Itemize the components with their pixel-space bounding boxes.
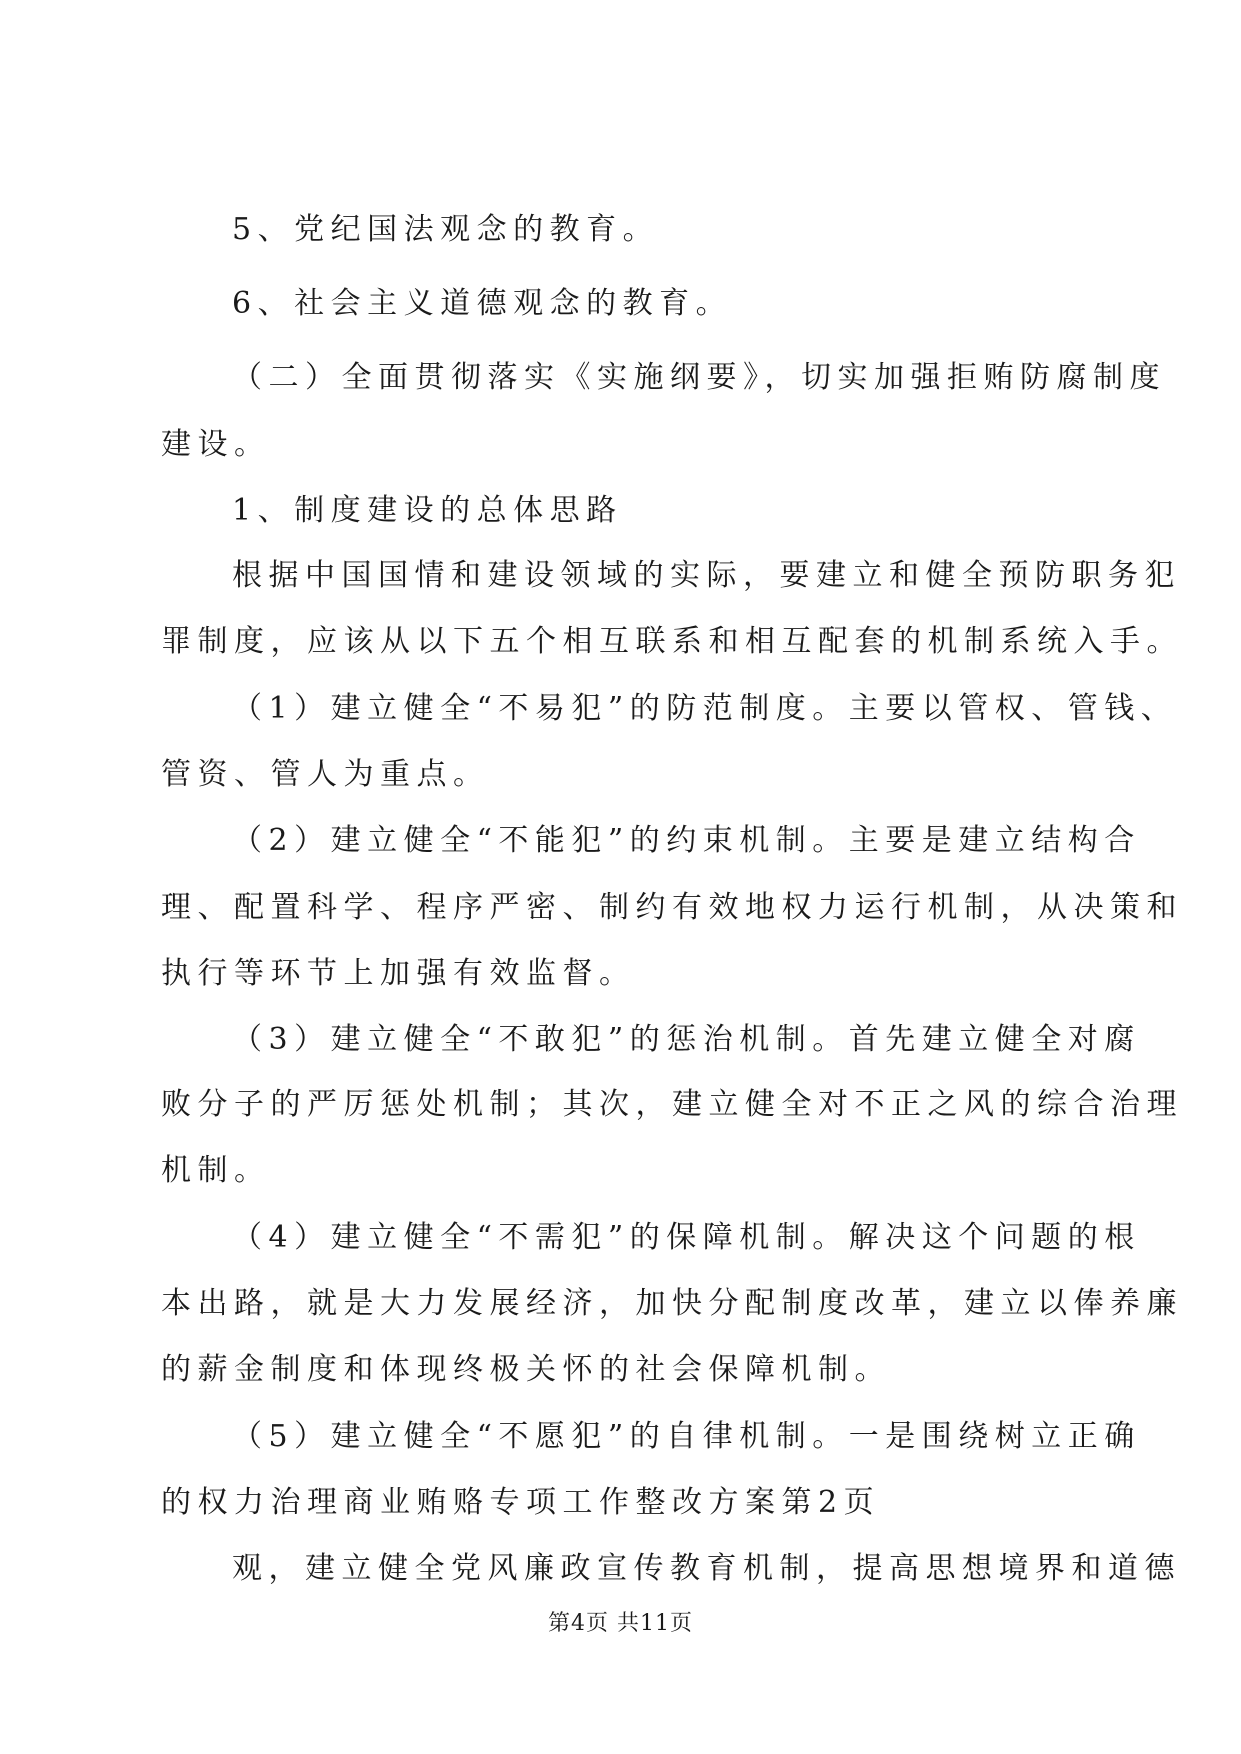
- text-line: 理、配置科学、程序严密、制约有效地权力运行机制，从决策和: [161, 890, 1183, 925]
- subsection-heading: 1、制度建设的总体思路: [232, 493, 623, 528]
- text-line: 执行等环节上加强有效监督。: [161, 956, 636, 991]
- text-line: （4）建立健全“不需犯”的保障机制。解决这个问题的根: [232, 1220, 1141, 1255]
- text-line: 的薪金制度和体现终极关怀的社会保障机制。: [161, 1352, 891, 1387]
- text-line: 败分子的严厉惩处机制；其次，建立健全对不正之风的综合治理: [161, 1087, 1183, 1122]
- text-line: 6、社会主义道德观念的教育。: [232, 286, 733, 321]
- text-line: （5）建立健全“不愿犯”的自律机制。一是围绕树立正确: [232, 1419, 1141, 1454]
- text-line: 建设。: [161, 427, 271, 462]
- text-line: 根据中国国情和建设领域的实际，要建立和健全预防职务犯: [232, 558, 1181, 593]
- text-line: 本出路，就是大力发展经济，加快分配制度改革，建立以俸养廉: [161, 1286, 1183, 1321]
- text-line: 观，建立健全党风廉政宣传教育机制，提高思想境界和道德: [232, 1551, 1181, 1586]
- text-line: （3）建立健全“不敢犯”的惩治机制。首先建立健全对腐: [232, 1022, 1141, 1057]
- text-line: （1）建立健全“不易犯”的防范制度。主要以管权、管钱、: [232, 691, 1178, 726]
- text-line: 的权力治理商业贿赂专项工作整改方案第2页: [161, 1485, 881, 1520]
- page-number-footer: 第4页 共11页: [548, 1611, 693, 1636]
- text-line: 管资、管人为重点。: [161, 757, 490, 792]
- section-heading: （二）全面贯彻落实《实施纲要》，切实加强拒贿防腐制度: [232, 360, 1166, 395]
- text-line: 机制。: [161, 1153, 271, 1188]
- text-line: 5、党纪国法观念的教育。: [232, 212, 660, 247]
- text-line: 罪制度，应该从以下五个相互联系和相互配套的机制系统入手。: [161, 624, 1183, 659]
- text-line: （2）建立健全“不能犯”的约束机制。主要是建立结构合: [232, 823, 1141, 858]
